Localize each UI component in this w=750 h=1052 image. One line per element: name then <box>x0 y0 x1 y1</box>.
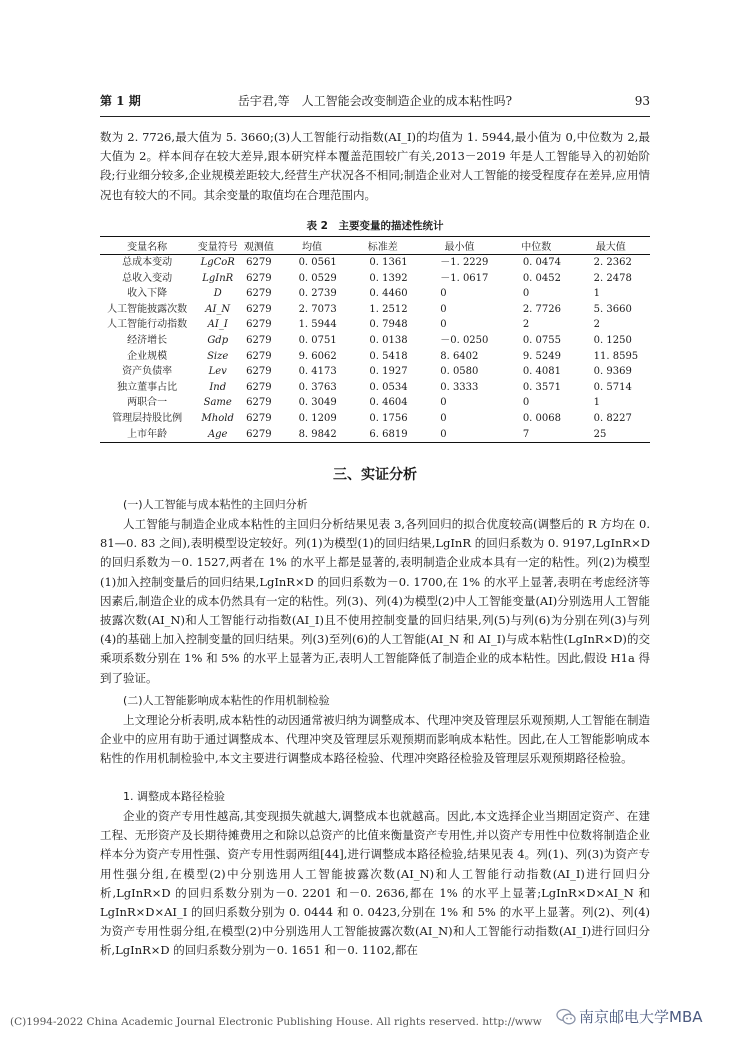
cell-min: 0 <box>440 397 447 409</box>
cell-variable-name: 管理层持股比例 <box>112 412 183 424</box>
cell-mean: 0. 0561 <box>298 257 337 268</box>
cell-mean: 0. 2739 <box>298 288 337 300</box>
cell-mean: 0. 1209 <box>298 412 337 424</box>
cell-std: 1. 2512 <box>369 303 408 315</box>
cell-median: 9. 5249 <box>522 350 561 362</box>
cell-variable-symbol: Gdp <box>207 334 229 346</box>
table-caption: 表 2 主要变量的描述性统计 <box>306 220 444 232</box>
cell-observations: 6279 <box>246 334 272 346</box>
cell-variable-symbol: Age <box>207 428 228 440</box>
cell-variable-symbol: Mhold <box>201 412 234 424</box>
running-title: 岳宇君,等 人工智能会改变制造企业的成本粘性吗? <box>237 94 513 108</box>
cell-std: 0. 1392 <box>369 272 408 284</box>
cell-variable-symbol: AI_I <box>207 319 228 331</box>
section-title: 三、实证分析 <box>333 467 417 483</box>
cell-variable-name: 总收入变动 <box>122 272 173 284</box>
cell-variable-symbol: LgCoR <box>200 257 235 268</box>
cell-variable-symbol: LgInR <box>202 272 234 284</box>
cell-median: 0 <box>522 288 530 300</box>
cell-std: 0. 1927 <box>369 366 408 378</box>
subsection-2-title: (二)人工智能影响成本粘性的作用机制检验 <box>123 694 330 707</box>
subsection-1-title: (一)人工智能与成本粘性的主回归分析 <box>123 498 308 511</box>
cell-max: 5. 3660 <box>593 303 632 315</box>
cell-std: 0. 0138 <box>369 334 408 346</box>
cell-std: 0. 0534 <box>369 381 408 393</box>
subsection-1-paragraph: 人工智能与制造企业成本粘性的主回归分析结果见表 3,各列回归的拟合优度较高(调整后的 R 方均在 0. 81—0. 83 之间),表明模型设定较好。列(1)为模型(1)的回归结果,LgInR 的回归系数为 0. 9197,LgInR×D 的回归系数为－0. 1527,两者在 1% 的水平上都是显著的,表明制造企业成本具有一定的粘性。列(2)为模型(1)加入控制变量后的回归结果,LgInR×D 的回归系数为－0. 1700,在 1% 的水平上显著,表明在考虑经济等因素后,制造企业的成本仍然具有一定的粘性。列(3)、列(4)为模型(2)中人工智能变量(AI)分别选用人工智能披露次数(AI_N)和人工智能行动指数(AI_I)且不使用控制变量的回归结果,列(5)与列(6)为分别在列(3)与列(4)的基础上加入控制变量的回归结果。列(3)至列(6)的人工智能(AI_N 和 AI_I)与成本粘性(LgInR×D)的交乘项系数分别在 1% 和 5% 的水平上显著为正,表明人工智能降低了制造企业的成本粘性。因此,假设 H1a 得到了验证。 <box>100 517 650 685</box>
table-row <box>100 286 650 302</box>
cell-observations: 6279 <box>246 350 272 362</box>
cell-min: 0. 3333 <box>440 381 479 393</box>
cell-min: 0 <box>440 412 447 424</box>
cell-min: 0 <box>440 303 447 315</box>
copyright-footer: (C)1994-2022 China Academic Journal Electronic Publishing House. All rights reserved. http://www <box>10 1016 542 1028</box>
table-row <box>100 333 650 349</box>
watermark-text: 南京邮电大学MBA <box>579 1008 703 1026</box>
cell-min: 0 <box>440 428 447 440</box>
cell-mean: 0. 4173 <box>298 366 337 378</box>
cell-max: 0. 1250 <box>593 334 632 346</box>
cell-max: 2. 2478 <box>593 272 632 284</box>
descriptive-statistics-table <box>100 236 650 443</box>
page-number: 93 <box>634 94 650 108</box>
cell-median: 0. 3571 <box>522 381 561 393</box>
cell-min: 8. 6402 <box>440 350 479 362</box>
header-std: 标准差 <box>367 242 398 253</box>
header-max: 最大值 <box>595 242 626 253</box>
table-row <box>100 255 650 271</box>
cell-median: 2. 7726 <box>522 303 561 315</box>
table-row <box>100 380 650 396</box>
header-median: 中位数 <box>521 242 552 253</box>
cell-min: －0. 0250 <box>440 334 489 346</box>
cell-median: 0. 0452 <box>522 272 561 284</box>
subsection-2-paragraph: 上文理论分析表明,成本粘性的动因通常被归纳为调整成本、代理冲突及管理层乐观预期,人工智能在制造企业中的应用有助于通过调整成本、代理冲突及管理层乐观预期而影响成本粘性。因此,在人工智能影响成本粘性的作用机制检验中,本文主要进行调整成本路径检验、代理冲突路径检验及管理层乐观预期路径检验。 <box>100 713 650 766</box>
cell-std: 0. 5418 <box>369 350 408 362</box>
header-variable-symbol: 变量符号 <box>197 242 238 253</box>
cell-mean: 1. 5944 <box>298 319 337 331</box>
header-variable-name: 变量名称 <box>127 242 168 253</box>
wechat-icon <box>556 1008 576 1026</box>
cell-variable-name: 收入下降 <box>127 288 168 300</box>
cell-max: 25 <box>593 428 607 440</box>
cell-variable-symbol: Ind <box>209 381 227 393</box>
cell-max: 0. 5714 <box>593 381 632 393</box>
cell-observations: 6279 <box>246 366 272 378</box>
cell-median: 0 <box>522 397 530 409</box>
cell-std: 0. 4604 <box>369 397 408 409</box>
cell-min: －1. 2229 <box>440 257 489 268</box>
header-min: 最小值 <box>444 242 475 253</box>
cell-std: 0. 1756 <box>369 412 408 424</box>
cell-min: 0 <box>440 319 447 331</box>
intro-paragraph: 数为 2. 7726,最大值为 5. 3660;(3)人工智能行动指数(AI_I)的均值为 1. 5944,最小值为 0,中位数为 2,最大值为 2。样本间存在较大差异,跟本研究样本覆盖范围较广有关,2013－2019 年是人工智能导入的初始阶段;行业细分较多,企业规模差距较大,经营生产状况各不相同;制造企业对人工智能的接受程度存在差异,应用情况也有较大的不同。其余变量的取值均在合理范围内。 <box>100 130 650 202</box>
header-mean: 均值 <box>301 242 322 253</box>
cell-std: 0. 7948 <box>369 319 408 331</box>
cell-max: 1 <box>593 288 601 300</box>
cell-observations: 6279 <box>246 257 272 268</box>
cell-min: －1. 0617 <box>440 272 489 284</box>
cell-observations: 6279 <box>246 397 272 409</box>
cell-mean: 0. 0751 <box>298 334 337 346</box>
cell-median: 2 <box>522 319 530 331</box>
cell-variable-name: 两职合一 <box>127 397 168 409</box>
table-row <box>100 302 650 318</box>
subsection-3-title: 1. 调整成本路径检验 <box>123 790 225 803</box>
issue-number: 第 1 期 <box>100 94 141 108</box>
cell-observations: 6279 <box>246 288 272 300</box>
cell-mean: 9. 6062 <box>298 350 337 362</box>
cell-variable-name: 总成本变动 <box>122 257 173 268</box>
table-row <box>100 364 650 380</box>
cell-min: 0. 0580 <box>440 366 479 378</box>
cell-median: 0. 0755 <box>522 334 561 346</box>
cell-variable-name: 经济增长 <box>127 334 168 346</box>
cell-observations: 6279 <box>246 412 272 424</box>
cell-observations: 6279 <box>246 428 272 440</box>
cell-variable-symbol: Size <box>207 350 229 362</box>
cell-median: 7 <box>522 428 530 440</box>
cell-variable-name: 人工智能行动指数 <box>107 319 188 331</box>
cell-mean: 0. 0529 <box>298 272 337 284</box>
cell-median: 0. 0474 <box>522 257 561 268</box>
table-row <box>100 317 650 333</box>
cell-max: 0. 9369 <box>593 366 632 378</box>
cell-max: 11. 8595 <box>593 350 639 362</box>
table-row <box>100 349 650 365</box>
cell-variable-symbol: D <box>213 288 222 300</box>
cell-mean: 8. 9842 <box>298 428 337 440</box>
running-header <box>100 91 650 111</box>
table-row <box>100 427 650 443</box>
cell-std: 0. 1361 <box>369 257 408 268</box>
cell-variable-name: 资产负债率 <box>122 366 173 378</box>
cell-variable-name: 企业规模 <box>127 350 168 362</box>
cell-std: 6. 6819 <box>369 428 408 440</box>
table-row <box>100 411 650 427</box>
cell-variable-name: 人工智能披露次数 <box>107 303 188 315</box>
cell-observations: 6279 <box>246 381 272 393</box>
cell-variable-symbol: Same <box>203 397 232 409</box>
cell-min: 0 <box>440 288 447 300</box>
cell-std: 0. 4460 <box>369 288 408 300</box>
cell-median: 0. 0068 <box>522 412 561 424</box>
cell-mean: 0. 3763 <box>298 381 337 393</box>
cell-observations: 6279 <box>246 303 272 315</box>
cell-median: 0. 4081 <box>522 366 561 378</box>
cell-variable-symbol: Lev <box>208 366 227 378</box>
cell-observations: 6279 <box>246 319 272 331</box>
table-row <box>100 395 650 411</box>
table-row <box>100 271 650 287</box>
cell-max: 2. 2362 <box>593 257 632 268</box>
wechat-watermark <box>556 1006 746 1036</box>
header-rule <box>100 116 650 117</box>
cell-mean: 0. 3049 <box>298 397 337 409</box>
cell-variable-symbol: AI_N <box>205 303 231 315</box>
cell-max: 2 <box>593 319 601 331</box>
cell-variable-name: 独立董事占比 <box>117 381 178 393</box>
cell-mean: 2. 7073 <box>298 303 337 315</box>
cell-observations: 6279 <box>246 272 272 284</box>
table-header-row <box>100 237 650 255</box>
cell-variable-name: 上市年龄 <box>127 428 168 440</box>
cell-max: 1 <box>593 397 601 409</box>
subsection-3-paragraph: 企业的资产专用性越高,其变现损失就越大,调整成本也就越高。因此,本文选择企业当期固定资产、在建工程、无形资产及长期待摊费用之和除以总资产的比值来衡量资产专用性,并以资产专用性中位数将制造企业样本分为资产专用性强、资产专用性弱两组[44],进行调整成本路径检验,结果见表 4。列(1)、列(3)为资产专用性强分组,在模型(2)中分别选用人工智能披露次数(AI_N)和人工智能行动指数(AI_I)进行回归分析,LgInR×D 的回归系数分别为－0. 2201 和－0. 2636,都在 1% 的水平上显著;LgInR×D×AI_N 和 LgInR×D×AI_I 的回归系数分别为 0. 0444 和 0. 0423,分别在 1% 和 5% 的水平上显著。列(2)、列(4)为资产专用性弱分组,在模型(2)中分别选用人工智能披露次数(AI_N)和人工智能行动指数(AI_I)进行回归分析,LgInR×D 的回归系数分别为－0. 1651 和－0. 1102,都在 <box>100 809 650 958</box>
header-observations: 观测值 <box>243 242 274 253</box>
cell-max: 0. 8227 <box>593 412 632 424</box>
